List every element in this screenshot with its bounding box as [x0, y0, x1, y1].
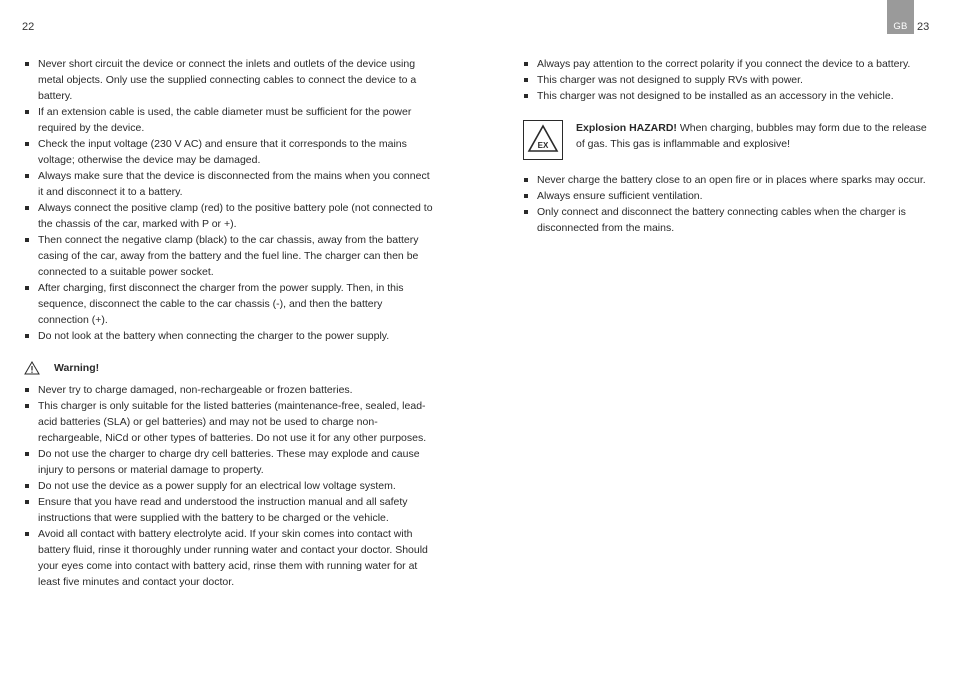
- bullet-icon: [524, 210, 528, 214]
- bullet-icon: [25, 174, 29, 178]
- bullet-icon: [25, 142, 29, 146]
- list-item: Always make sure that the device is disconnected from the mains when you connect it and disconnect it to a battery.: [24, 168, 436, 200]
- list-item: Do not use the charger to charge dry cell batteries. These may explode and cause injury to persons or material damage to property.: [24, 446, 436, 478]
- list-item: This charger was not designed to supply RVs with power.: [523, 72, 927, 88]
- bullet-icon: [25, 110, 29, 114]
- bullet-icon: [524, 62, 528, 66]
- safety-list: [24, 56, 436, 344]
- warning-list: [24, 382, 436, 590]
- bullet-icon: [25, 500, 29, 504]
- list-item: Only connect and disconnect the battery connecting cables when the charger is disconnected from the mains.: [523, 204, 927, 236]
- list-item: Do not use the device as a power supply for an electrical low voltage system.: [24, 478, 436, 494]
- warning-label: Warning!: [54, 362, 100, 374]
- list-item: Always ensure sufficient ventilation.: [523, 188, 927, 204]
- bullet-icon: [25, 532, 29, 536]
- bullet-icon: [25, 286, 29, 290]
- explosion-hazard-icon: [523, 120, 563, 160]
- right-column: [523, 56, 927, 236]
- list-item: Do not look at the battery when connecting the charger to the power supply.: [24, 328, 436, 344]
- page-number-right: 23: [917, 21, 930, 33]
- bullet-icon: [524, 178, 528, 182]
- bullet-icon: [25, 404, 29, 408]
- warning-heading: [24, 356, 436, 380]
- list-item: Avoid all contact with battery electrolyte acid. If your skin comes into contact with battery fluid, rinse it thoroughly under running water and contact your doctor. Should your eyes come into contact with battery acid, rinse them with running water for at least five minutes and contact your doctor.: [24, 526, 436, 590]
- list-item: Never charge the battery close to an open fire or in places where sparks may occur.: [523, 172, 927, 188]
- hazard-title: Explosion HAZARD!: [576, 122, 677, 134]
- list-item: Ensure that you have read and understood the instruction manual and all safety instructions that were supplied with the battery to be charged or the vehicle.: [24, 494, 436, 526]
- list-item: Check the input voltage (230 V AC) and ensure that it corresponds to the mains voltage; otherwise the device may be damaged.: [24, 136, 436, 168]
- list-item: This charger is only suitable for the listed batteries (maintenance-free, sealed, lead-acid batteries (SLA) or gel batteries) and may not be used to charge non-rechargeable, NiCd or other types of batteries. Do not use it for any other purposes.: [24, 398, 436, 446]
- page-number-left: 22: [22, 21, 35, 33]
- bullet-icon: [25, 206, 29, 210]
- hazard-text: [576, 120, 927, 160]
- bullet-icon: [524, 78, 528, 82]
- list-item: If an extension cable is used, the cable diameter must be sufficient for the power required by the device.: [24, 104, 436, 136]
- language-badge: GB: [887, 0, 914, 34]
- explosion-hazard-notice: [523, 120, 927, 160]
- list-item: Always connect the positive clamp (red) to the positive battery pole (not connected to the chassis of the car, marked with P or +).: [24, 200, 436, 232]
- explosion-hazard-icon-text: EX: [537, 141, 549, 150]
- list-item: This charger was not designed to be installed as an accessory in the vehicle.: [523, 88, 927, 104]
- bullet-icon: [25, 388, 29, 392]
- bullet-icon: [25, 452, 29, 456]
- safety-list-bottom: [523, 172, 927, 236]
- hazard-description: When charging, bubbles may form due to the release of gas. This gas is inflammable and explosive!: [576, 122, 927, 150]
- list-item: Never short circuit the device or connect the inlets and outlets of the device using metal objects. Only use the supplied connecting cables to connect the device to a battery.: [24, 56, 436, 104]
- bullet-icon: [25, 62, 29, 66]
- bullet-icon: [25, 238, 29, 242]
- left-column: [24, 56, 436, 590]
- list-item: After charging, first disconnect the charger from the power supply. Then, in this sequence, disconnect the cable to the car chassis (-), and then the battery connection (+).: [24, 280, 436, 328]
- list-item: Always pay attention to the correct polarity if you connect the device to a battery.: [523, 56, 927, 72]
- bullet-icon: [524, 194, 528, 198]
- bullet-icon: [25, 334, 29, 338]
- safety-list-top: [523, 56, 927, 104]
- list-item: Then connect the negative clamp (black) to the car chassis, away from the battery casing of the car, away from the battery and the fuel line. The charger can then be connected to a suitable power socket.: [24, 232, 436, 280]
- bullet-icon: [25, 484, 29, 488]
- warning-triangle-icon: [24, 361, 40, 375]
- list-item: Never try to charge damaged, non-rechargeable or frozen batteries.: [24, 382, 436, 398]
- bullet-icon: [524, 94, 528, 98]
